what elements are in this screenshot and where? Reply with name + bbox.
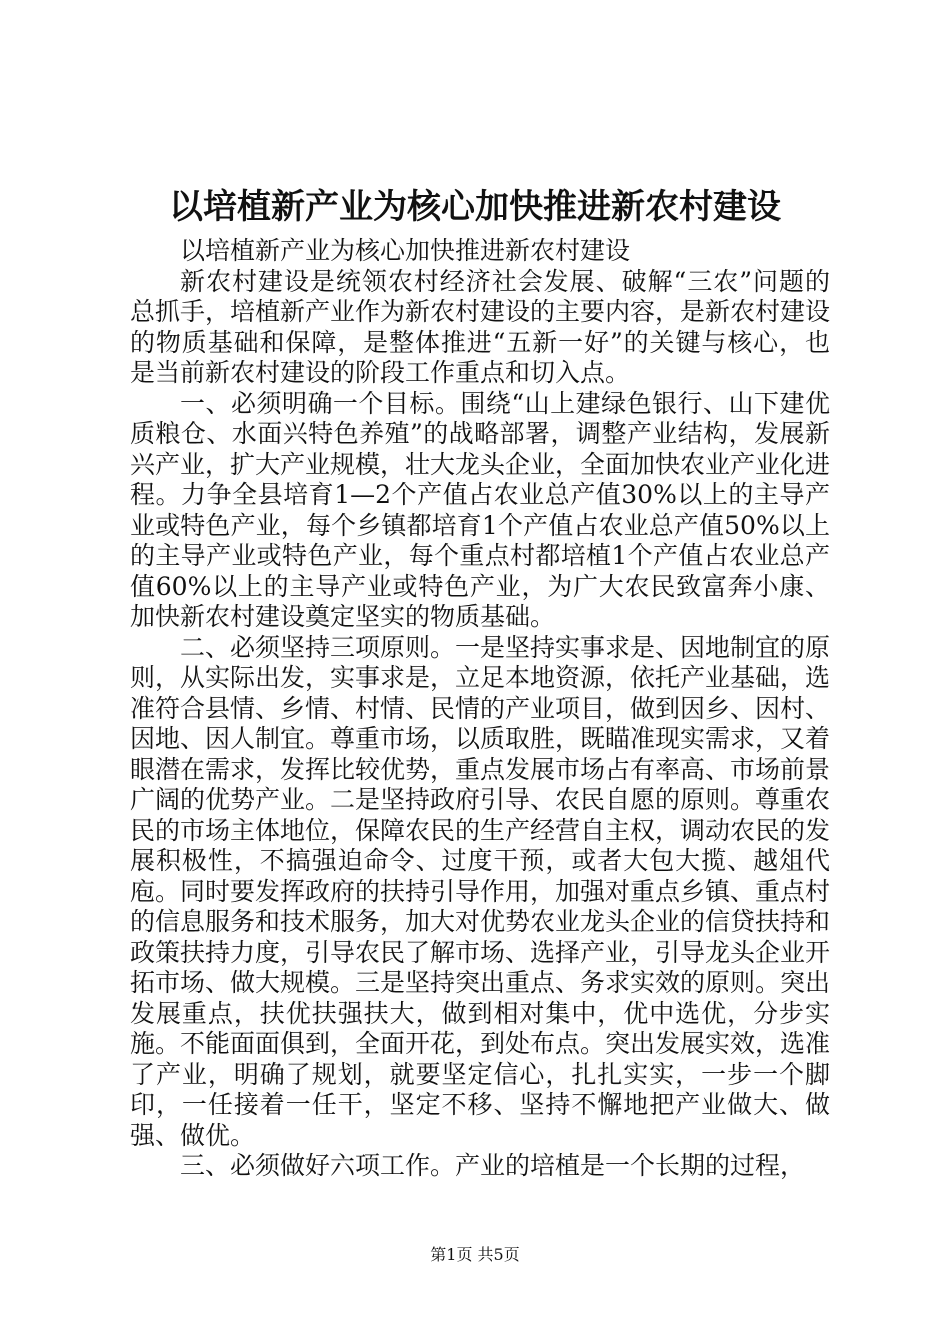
page-number-footer: 第1页 共5页 (430, 1245, 520, 1264)
paragraph-subtitle: 以培植新产业为核心加快推进新农村建设 (180, 236, 631, 265)
paragraph-section-1: 一、必须明确一个目标。围绕“山上建绿色银行、山下建优质粮仓、水面兴特色养殖”的战略部署，调整产业结构，发展新兴产业，扩大产业规模，壮大龙头企业，全面加快农业产业化进程。力争全县培育1—2个产值占农业总产值30%以上的主导产业或特色产业，每个乡镇都培育1个产值占农业总产值50%以上的主导产业或特色产业，每个重点村都培植1个产值占农业总产值60%以上的主导产业或特色产业，为广大农民致富奔小康、加快新农村建设奠定坚实的物质基础。 (130, 388, 831, 631)
document-title: 以培植新产业为核心加快推进新农村建设 (169, 187, 781, 227)
paragraph-intro: 新农村建设是统领农村经济社会发展、破解“三农”问题的总抓手，培植新产业作为新农村建设的主要内容，是新农村建设的物质基础和保障，是整体推进“五新一好”的关键与核心，也是当前新农村建设的阶段工作重点和切入点。 (130, 266, 831, 387)
paragraph-section-3: 三、必须做好六项工作。产业的培植是一个长期的过程， (180, 1151, 806, 1180)
paragraph-section-2: 二、必须坚持三项原则。一是坚持实事求是、因地制宜的原则，从实际出发，实事求是，立足本地资源，依托产业基础，选准符合县情、乡情、村情、民情的产业项目，做到因乡、因村、因地、因人制宜。尊重市场，以质取胜，既瞄准现实需求，又着眼潜在需求，发挥比较优势，重点发展市场占有率高、市场前景广阔的优势产业。二是坚持政府引导、农民自愿的原则。尊重农民的市场主体地位，保障农民的生产经营自主权，调动农民的发展积极性，不搞强迫命令、过度干预，或者大包大揽、越俎代庖。同时要发挥政府的扶持引导作用，加强对重点乡镇、重点村的信息服务和技术服务，加大对优势农业龙头企业的信贷扶持和政策扶持力度，引导农民了解市场、选择产业，引导龙头企业开拓市场、做大规模。三是坚持突出重点、务求实效的原则。突出发展重点，扶优扶强扶大，做到相对集中，优中选优，分步实施。不能面面俱到，全面开花，到处布点。突出发展实效，选准了产业，明确了规划，就要坚定信心，扎扎实实，一步一个脚印，一任接着一任干，坚定不移、坚持不懈地把产业做大、做强、做优。 (130, 632, 831, 1150)
document-body (130, 236, 830, 1182)
